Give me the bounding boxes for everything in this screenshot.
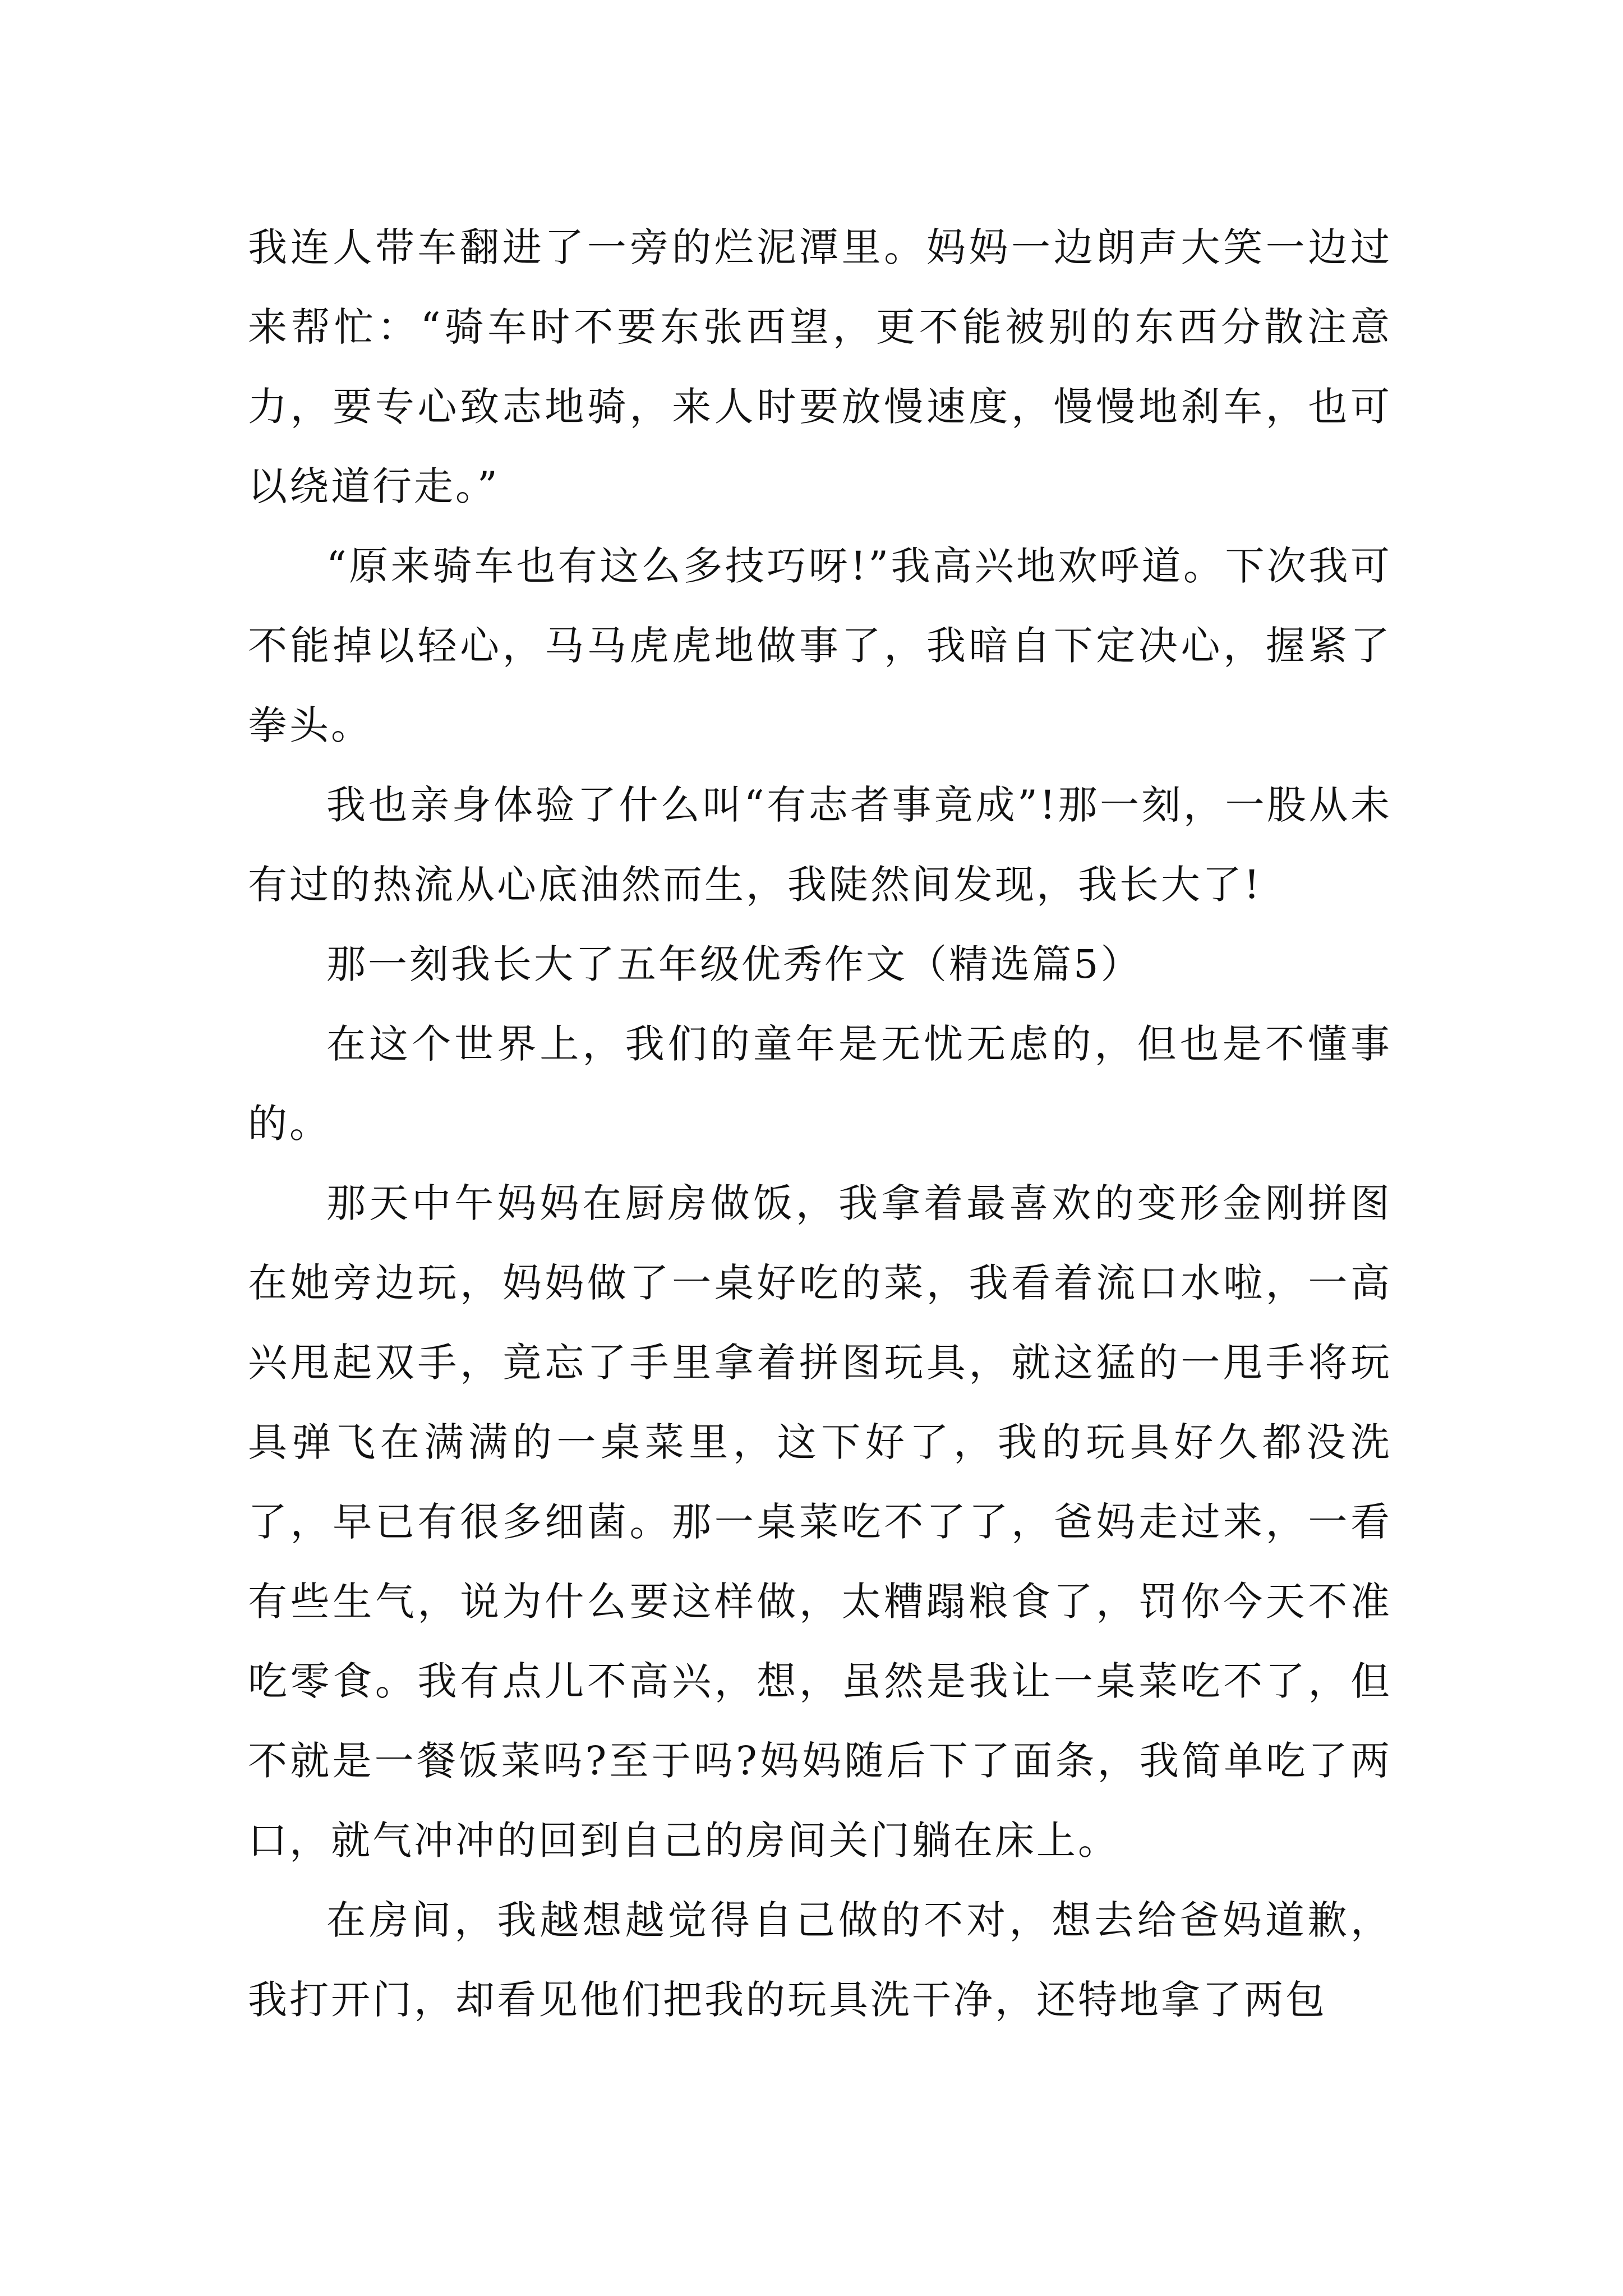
paragraph-6: 在房间，我越想越觉得自己做的不对，想去给爸妈道歉，我打开门，却看见他们把我的玩具洗干净，还特地拿了两包 <box>248 1897 1392 2023</box>
paragraph-1: 我连人带车翻进了一旁的烂泥潭里。妈妈一边朗声大笑一边过来帮忙：“骑车时不要东张西望，更不能被别的东西分散注意力，要专心致志地骑，来人时要放慢速度，慢慢地刹车，也可以绕道行走。” <box>248 224 1392 509</box>
paragraph-4: 在这个世界上，我们的童年是无忧无虑的，但也是不懂事的。 <box>248 1021 1392 1147</box>
section-heading: 那一刻我长大了五年级优秀作文（精选篇5） <box>326 941 1142 987</box>
paragraph-3: 我也亲身体验了什么叫“有志者事竟成”!那一刻，一股从未有过的热流从心底油然而生，我陡然间发现，我长大了! <box>248 782 1392 908</box>
paragraph-5: 那天中午妈妈在厨房做饭，我拿着最喜欢的变形金刚拼图在她旁边玩，妈妈做了一桌好吃的菜，我看着流口水啦，一高兴甩起双手，竟忘了手里拿着拼图玩具，就这猛的一甩手将玩具弹飞在满满的一桌菜里，这下好了，我的玩具好久都没洗了，早已有很多细菌。那一桌菜吃不了了，爸妈走过来，一看有些生气，说为什么要这样做，太糟蹋粮食了，罚你今天不准吃零食。我有点儿不高兴，想，虽然是我让一桌菜吃不了，但不就是一餐饭菜吗?至于吗?妈妈随后下了面条，我简单吃了两口，就气冲冲的回到自己的房间关门躺在床上。 <box>248 1180 1392 1864</box>
paragraph-2: “原来骑车也有这么多技巧呀!”我高兴地欢呼道。下次我可不能掉以轻心，马马虎虎地做事了，我暗自下定决心，握紧了拳头。 <box>248 543 1392 748</box>
document-body <box>248 208 1392 2040</box>
